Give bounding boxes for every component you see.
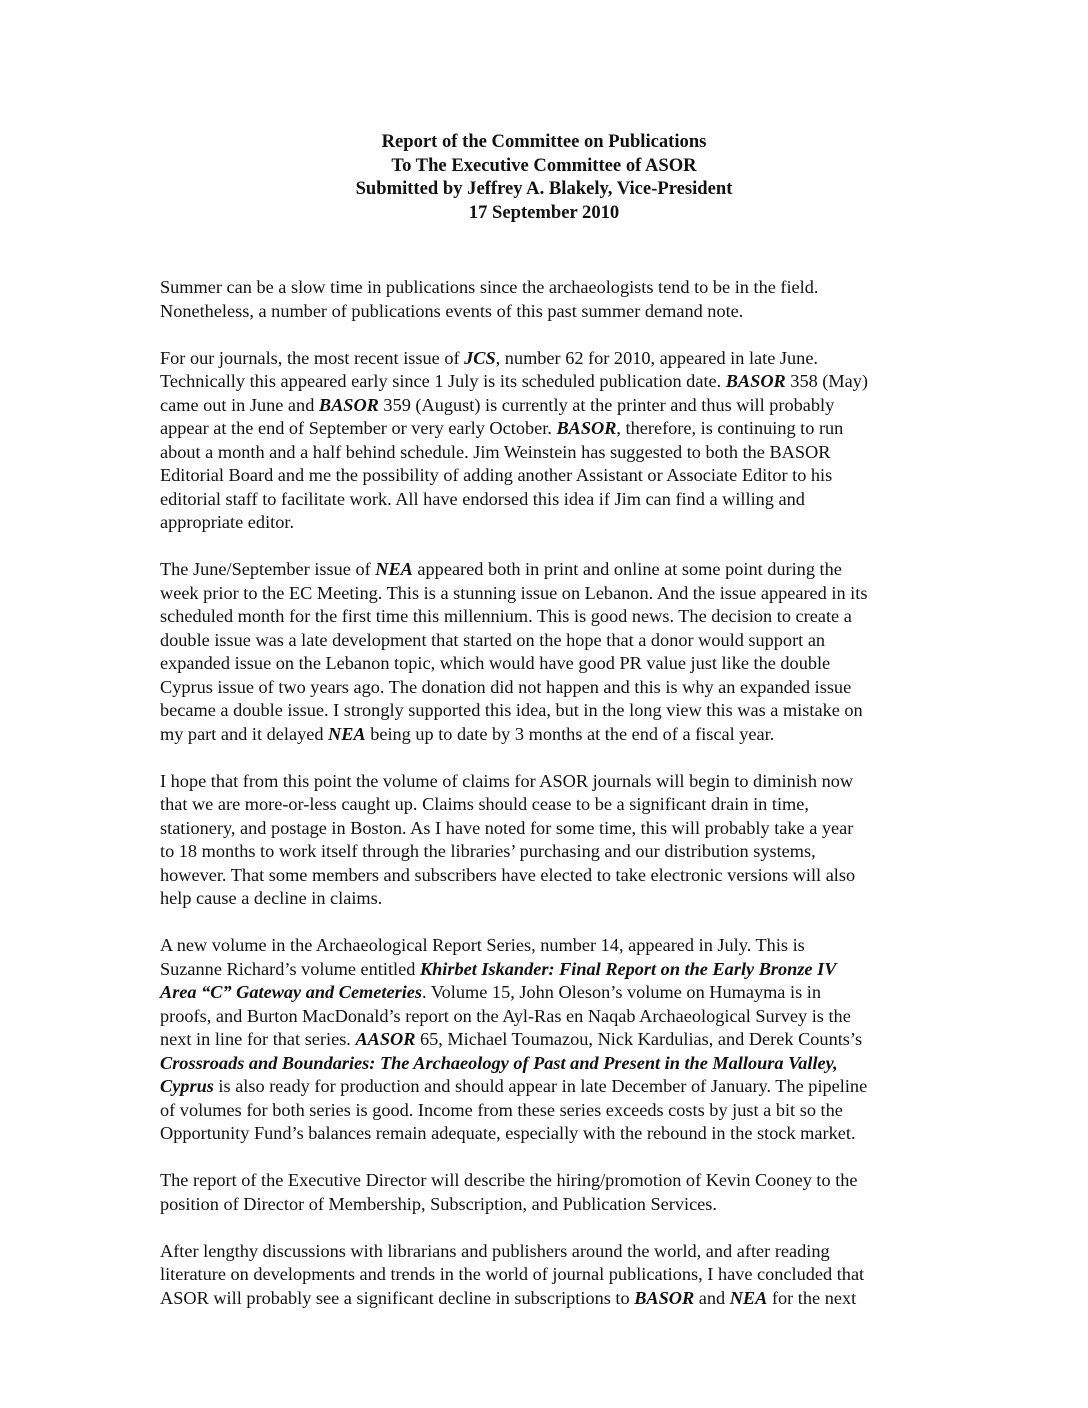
publication-title: BASOR	[634, 1287, 695, 1308]
text-line	[160, 558, 940, 582]
text-segment: is also ready for production and should appear in late December of January. The pipeline	[213, 1076, 868, 1096]
paragraph	[160, 770, 940, 911]
publication-title: NEA	[375, 559, 413, 579]
text-segment: appear at the end of September or very early October.	[160, 418, 557, 438]
text-segment: position of Director of Membership, Subscription, and Publication Services.	[160, 1193, 717, 1214]
text-line	[160, 1005, 940, 1029]
text-line	[160, 652, 940, 676]
publication-title: BASOR	[725, 371, 786, 391]
publication-title: Cyprus	[160, 1076, 214, 1096]
paragraph	[160, 276, 940, 323]
title-line: To The Executive Committee of ASOR	[391, 154, 697, 176]
paragraph	[160, 558, 940, 746]
text-line	[160, 1099, 940, 1123]
text-segment: editorial staff to facilitate work. All have endorsed this idea if Jim can find a willing and	[160, 488, 805, 509]
text-segment: For our journals, the most recent issue of	[160, 347, 465, 368]
text-line	[160, 1075, 940, 1099]
text-segment: 358 (May)	[785, 371, 868, 391]
text-segment: appeared both in print and online at some point during the	[412, 559, 842, 579]
text-line	[160, 417, 940, 441]
text-segment: being up to date by 3 months at the end of a fiscal year.	[365, 723, 775, 744]
text-segment: 65, Michael Toumazou, Nick Kardulias, and Derek Counts’s	[415, 1029, 863, 1049]
text-line	[160, 1122, 940, 1146]
publication-title: BASOR	[556, 418, 617, 438]
publication-title: BASOR	[318, 394, 379, 415]
text-line	[160, 394, 940, 418]
text-line	[160, 1263, 940, 1287]
text-line	[160, 793, 940, 817]
text-segment: . Volume 15, John Oleson’s volume on Humayma is in	[422, 982, 821, 1002]
text-line	[160, 511, 940, 535]
text-line	[160, 934, 940, 958]
text-segment: Suzanne Richard’s volume entitled	[160, 958, 420, 979]
publication-title: Area “C” Gateway and Cemeteries	[160, 982, 423, 1002]
text-segment: however. That some members and subscribers have elected to take electronic versions will also	[160, 864, 856, 885]
text-segment: , therefore, is continuing to run	[616, 418, 844, 438]
text-segment: literature on developments and trends in the world of journal publications, I have concluded that	[160, 1264, 865, 1284]
text-segment: that we are more-or-less caught up. Claims should cease to be a significant drain in time,	[160, 794, 809, 814]
publication-title: NEA	[729, 1287, 768, 1308]
report-body	[160, 276, 940, 1334]
text-line	[160, 1052, 940, 1076]
text-segment: The June/September issue of	[160, 559, 376, 579]
text-segment: Technically this appeared early since 1 July is its scheduled publication date.	[160, 371, 726, 391]
text-segment: Cyprus issue of two years ago. The donation did not happen and this is why an expanded issue	[160, 676, 852, 697]
text-line	[160, 464, 940, 488]
text-segment: to 18 months to work itself through the libraries’ purchasing and our distribution systems,	[160, 841, 816, 861]
text-segment: and	[694, 1287, 730, 1308]
report-title	[0, 130, 1088, 224]
text-line	[160, 370, 940, 394]
text-segment: my part and it delayed	[160, 723, 329, 744]
text-line	[160, 300, 940, 324]
text-line	[160, 629, 940, 653]
title-line: Report of the Committee on Publications	[381, 131, 707, 152]
text-segment: 359 (August) is currently at the printer and thus will probably	[378, 394, 835, 415]
text-line	[160, 723, 940, 747]
text-line	[160, 864, 940, 888]
publication-title: Khirbet Iskander: Final Report on the Early Bronze IV	[419, 958, 837, 979]
text-segment: for the next	[767, 1287, 857, 1308]
text-segment: of volumes for both series is good. Income from these series exceeds costs by just a bit so the	[160, 1099, 843, 1120]
publication-title: JCS	[464, 347, 496, 368]
text-line	[160, 1169, 940, 1193]
text-line	[160, 605, 940, 629]
text-line	[160, 699, 940, 723]
publication-title: AASOR	[355, 1029, 416, 1049]
text-segment: about a month and a half behind schedule. Jim Weinstein has suggested to both the BASOR	[160, 441, 831, 462]
text-segment: Editorial Board and me the possibility of adding another Assistant or Associate Editor to his	[160, 465, 833, 485]
text-line	[160, 1240, 940, 1264]
text-segment: ASOR will probably see a significant decline in subscriptions to	[160, 1287, 635, 1308]
text-line	[160, 1193, 940, 1217]
text-segment: became a double issue. I strongly supported this idea, but in the long view this was a mistake on	[160, 700, 863, 720]
text-segment: week prior to the EC Meeting. This is a stunning issue on Lebanon. And the issue appeared in its	[160, 582, 868, 603]
title-line: Submitted by Jeffrey A. Blakely, Vice-President	[355, 178, 733, 199]
text-segment: double issue was a late development that started on the hope that a donor would support an	[160, 629, 826, 650]
text-line	[160, 817, 940, 841]
text-line	[160, 676, 940, 700]
text-segment: help cause a decline in claims.	[160, 888, 383, 908]
text-segment: stationery, and postage in Boston. As I have noted for some time, this will probably take a year	[160, 817, 854, 838]
text-segment: appropriate editor.	[160, 512, 295, 532]
text-segment: A new volume in the Archaeological Report Series, number 14, appeared in July. This is	[160, 935, 805, 955]
publication-title: Crossroads and Boundaries: The Archaeology of Past and Present in the Malloura Valley,	[160, 1052, 838, 1073]
text-segment: After lengthy discussions with librarians and publishers around the world, and after reading	[160, 1240, 830, 1261]
text-segment: proofs, and Burton MacDonald’s report on the Ayl-Ras en Naqab Archaeological Survey is the	[160, 1005, 851, 1026]
text-line	[160, 770, 940, 794]
text-segment: I hope that from this point the volume of claims for ASOR journals will begin to diminish now	[160, 770, 854, 791]
text-segment: Nonetheless, a number of publications events of this past summer demand note.	[160, 300, 744, 321]
text-segment: next in line for that series.	[160, 1029, 356, 1049]
title-line: 17 September 2010	[468, 201, 620, 223]
text-segment: Opportunity Fund’s balances remain adequate, especially with the rebound in the stock market.	[160, 1123, 856, 1143]
text-segment: came out in June and	[160, 394, 319, 415]
text-line	[160, 887, 940, 911]
text-segment: Summer can be a slow time in publications since the archaeologists tend to be in the field.	[160, 277, 819, 297]
paragraph	[160, 934, 940, 1146]
publication-title: NEA	[328, 723, 366, 744]
text-line	[160, 958, 940, 982]
text-line	[160, 981, 940, 1005]
paragraph	[160, 347, 940, 535]
text-line	[160, 488, 940, 512]
text-segment: expanded issue on the Lebanon topic, which would have good PR value just like the double	[160, 653, 831, 673]
text-line	[160, 347, 940, 371]
text-line	[160, 582, 940, 606]
text-segment: The report of the Executive Director will describe the hiring/promotion of Kevin Cooney to the	[160, 1170, 858, 1190]
text-line	[160, 1287, 940, 1311]
text-line	[160, 1028, 940, 1052]
text-line	[160, 840, 940, 864]
text-line	[160, 441, 940, 465]
text-segment: scheduled month for the first time this millennium. This is good news. The decision to create a	[160, 606, 852, 626]
paragraph	[160, 1240, 940, 1311]
text-line	[160, 276, 940, 300]
text-segment: , number 62 for 2010, appeared in late June.	[495, 347, 818, 368]
paragraph	[160, 1169, 940, 1216]
